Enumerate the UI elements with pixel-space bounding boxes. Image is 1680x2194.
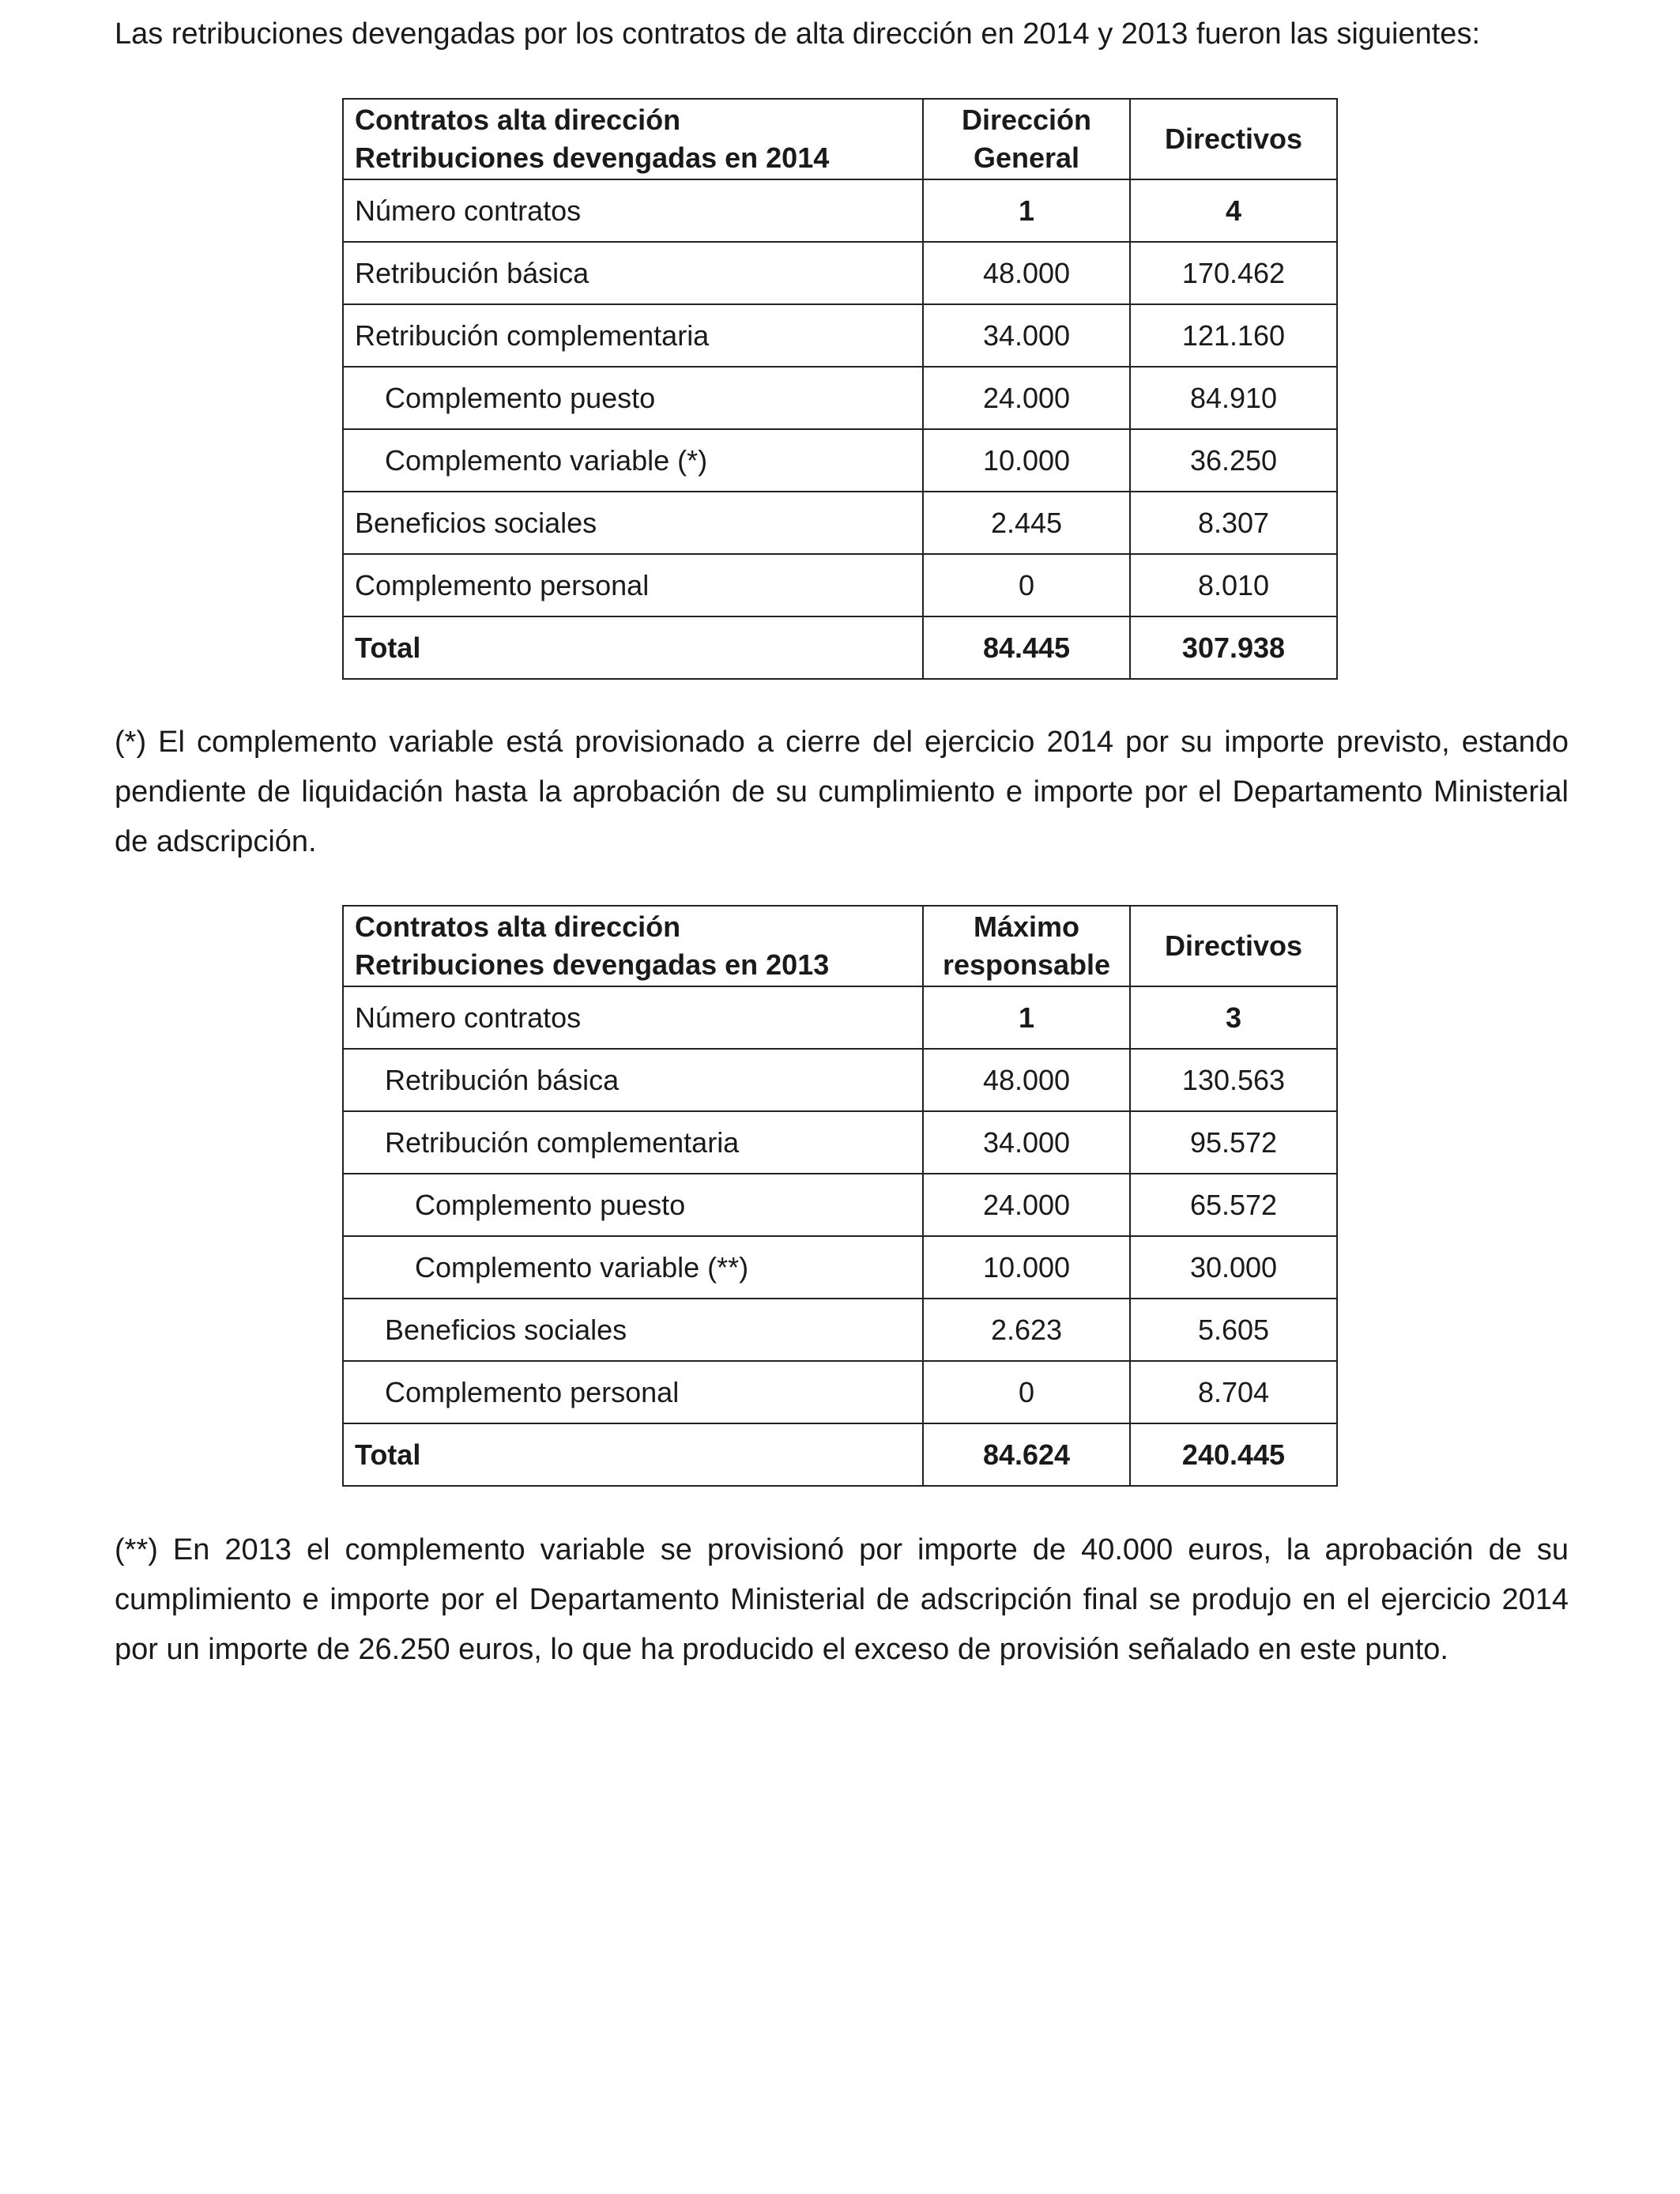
row-value-2: 95.572	[1130, 1111, 1337, 1174]
row-label: Número contratos	[343, 986, 923, 1049]
table-row	[343, 1299, 1337, 1361]
table-row	[343, 179, 1337, 242]
table-row	[343, 1236, 1337, 1299]
row-value-2: 130.563	[1130, 1049, 1337, 1111]
header-label-line2: Retribuciones devengadas en 2014	[355, 141, 830, 174]
header-label-cell	[343, 99, 923, 179]
row-value-2: 4	[1130, 179, 1337, 242]
table-row	[343, 1174, 1337, 1236]
table-2013	[342, 905, 1338, 1487]
row-value-1: 48.000	[923, 242, 1130, 304]
row-value-1: 24.000	[923, 367, 1130, 429]
row-label: Retribución básica	[343, 1049, 923, 1111]
header-label-line2: Retribuciones devengadas en 2013	[355, 948, 830, 981]
table-row	[343, 242, 1337, 304]
row-value-2: 8.704	[1130, 1361, 1337, 1423]
row-value-1: 84.445	[923, 616, 1130, 679]
footnote-2014: (*) El complemento variable está provisionado a cierre del ejercicio 2014 por su importe previsto, estando pendiente de liquidación hasta la aprobación de su cumplimiento e importe por el Departamento Ministerial de adscripción.	[115, 726, 1569, 858]
row-label: Beneficios sociales	[343, 492, 923, 554]
row-value-1: 48.000	[923, 1049, 1130, 1111]
header-col-directivos: Directivos	[1130, 99, 1337, 179]
header-col1-line1: Dirección	[961, 104, 1092, 136]
row-value-1: 2.445	[923, 492, 1130, 554]
row-label: Complemento variable (*)	[343, 429, 923, 492]
header-col-direccion-general	[923, 99, 1130, 179]
table-total-row	[343, 1423, 1337, 1486]
row-value-2: 36.250	[1130, 429, 1337, 492]
header-col1-line1: Máximo	[973, 910, 1080, 943]
table-2014	[342, 98, 1338, 680]
row-value-2: 30.000	[1130, 1236, 1337, 1299]
row-label: Retribución básica	[343, 242, 923, 304]
table-header-row	[343, 906, 1337, 986]
header-col1-line2: responsable	[942, 948, 1111, 981]
table-row	[343, 429, 1337, 492]
table-row	[343, 1361, 1337, 1423]
row-value-1: 1	[923, 179, 1130, 242]
row-label: Complemento variable (**)	[343, 1236, 923, 1299]
row-value-2: 307.938	[1130, 616, 1337, 679]
table-row	[343, 554, 1337, 616]
header-col-maximo-responsable	[923, 906, 1130, 986]
row-value-2: 121.160	[1130, 304, 1337, 367]
row-label: Total	[343, 1423, 923, 1486]
row-value-1: 1	[923, 986, 1130, 1049]
row-value-1: 24.000	[923, 1174, 1130, 1236]
intro-paragraph: Las retribuciones devengadas por los contratos de alta dirección en 2014 y 2013 fueron las siguientes:	[115, 17, 1480, 51]
row-label: Retribución complementaria	[343, 304, 923, 367]
header-col1-line2: General	[973, 141, 1080, 174]
table-header-row	[343, 99, 1337, 179]
table-row	[343, 1111, 1337, 1174]
row-value-1: 0	[923, 554, 1130, 616]
row-value-2: 5.605	[1130, 1299, 1337, 1361]
row-label: Complemento puesto	[343, 367, 923, 429]
row-value-2: 170.462	[1130, 242, 1337, 304]
row-label: Beneficios sociales	[343, 1299, 923, 1361]
row-value-2: 65.572	[1130, 1174, 1337, 1236]
table-row	[343, 367, 1337, 429]
row-value-1: 0	[923, 1361, 1130, 1423]
row-label: Complemento personal	[343, 554, 923, 616]
row-value-1: 34.000	[923, 304, 1130, 367]
table-total-row	[343, 616, 1337, 679]
row-value-2: 240.445	[1130, 1423, 1337, 1486]
row-value-1: 2.623	[923, 1299, 1130, 1361]
row-value-1: 34.000	[923, 1111, 1130, 1174]
row-value-1: 84.624	[923, 1423, 1130, 1486]
row-value-1: 10.000	[923, 429, 1130, 492]
row-value-2: 3	[1130, 986, 1337, 1049]
header-col-directivos: Directivos	[1130, 906, 1337, 986]
row-value-1: 10.000	[923, 1236, 1130, 1299]
table-row	[343, 1049, 1337, 1111]
table-row	[343, 986, 1337, 1049]
row-value-2: 8.307	[1130, 492, 1337, 554]
footnote-2013: (**) En 2013 el complemento variable se provisionó por importe de 40.000 euros, la aprobación de su cumplimiento e importe por el Departamento Ministerial de adscripción final se produjo en el ejercicio 2014 por un importe de 26.250 euros, lo que ha producido el exceso de provisión señalado en este punto.	[115, 1533, 1569, 1666]
table-row	[343, 304, 1337, 367]
row-label: Número contratos	[343, 179, 923, 242]
row-value-2: 8.010	[1130, 554, 1337, 616]
row-value-2: 84.910	[1130, 367, 1337, 429]
header-label-line1: Contratos alta dirección	[355, 910, 681, 943]
header-label-line1: Contratos alta dirección	[355, 104, 681, 136]
row-label: Complemento personal	[343, 1361, 923, 1423]
row-label: Complemento puesto	[343, 1174, 923, 1236]
row-label: Total	[343, 616, 923, 679]
header-label-cell	[343, 906, 923, 986]
row-label: Retribución complementaria	[343, 1111, 923, 1174]
table-row	[343, 492, 1337, 554]
